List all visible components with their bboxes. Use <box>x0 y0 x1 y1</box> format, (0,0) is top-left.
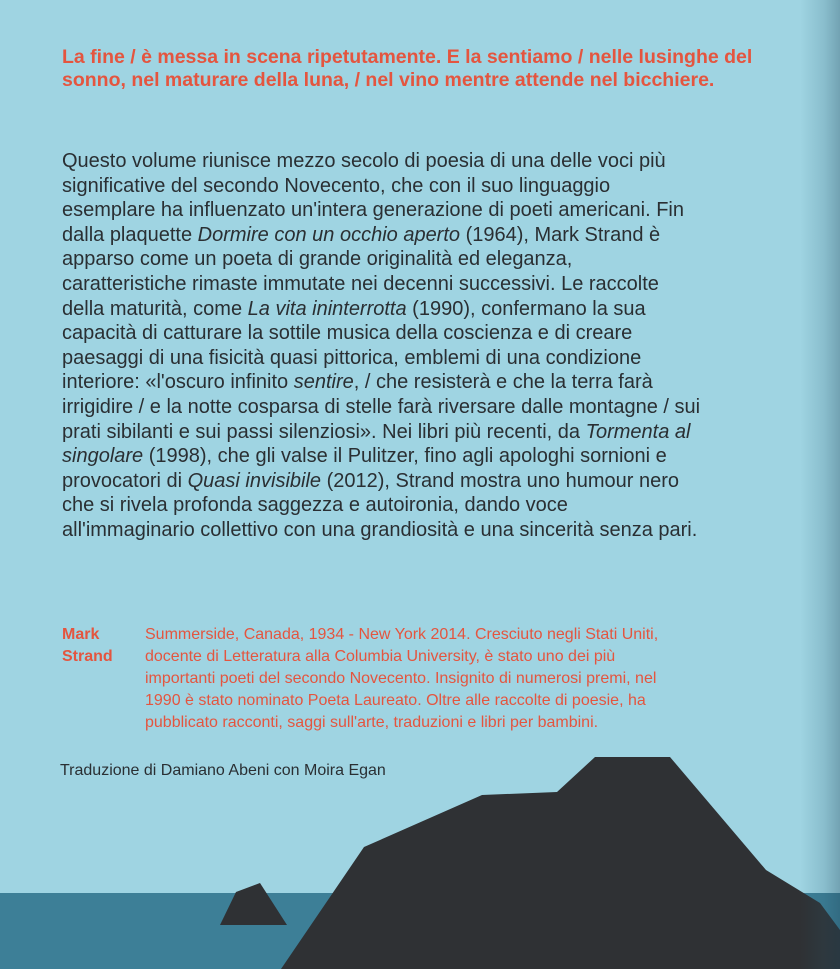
author-bio: Summerside, Canada, 1934 - New York 2014. Cresciuto negli Stati Uniti, docente di Letteratura alla Columbia University, è stato uno dei più importanti poeti del secondo Novecento. Insignito di numerosi premi, nel 1990 è stato nominato Poeta Laureato. Oltre alle raccolte di poesie, ha pubblicato racconti, saggi sull'arte, traduzioni e libri per bambini. <box>145 626 659 731</box>
large-rock <box>281 757 840 969</box>
book-title: Tormenta al singolare <box>62 420 691 468</box>
body-text: (2012), Strand mostra uno humour nero che si rivela profonda saggezza e autoironia, dando voce all'immaginario collettivo con una grandiosità e una sincerità senza pari. <box>62 469 698 541</box>
description-text <box>62 149 702 543</box>
body-text: Questo volume riunisce mezzo secolo di poesia di una delle voci più significative del secondo Novecento, che con il suo linguaggio esemplare ha influenzato un'intera generazione di poeti americani. Fin dalla plaquette <box>62 150 684 246</box>
body-text: (1964), Mark Strand è apparso come un poeta di grande originalità ed eleganza, caratteristiche rimaste immutate nei decenni successivi. Le raccolte della maturità, come <box>62 223 661 320</box>
author-name: Mark Strand <box>62 626 113 665</box>
book-spine-shadow <box>800 0 840 969</box>
book-title: La vita ininterrotta <box>247 297 407 320</box>
translation-credit: Traduzione di Damiano Abeni con Moira Egan <box>60 762 386 779</box>
book-title: sentire <box>293 371 354 394</box>
body-text: , / che resisterà e che la terra farà irrigidire / e la notte cosparsa di stelle farà riversare dalle montagne / sui prati sibilanti e sui passi silenziosi». Nei libri più recenti, da <box>62 371 701 443</box>
book-title: Dormire con un occhio aperto <box>197 223 461 246</box>
body-text: (1990), confermano la sua capacità di catturare la sottile musica della coscienza e di creare paesaggi di una fisicità quasi pittorica, emblemi di una condizione interiore: «l'oscuro infinito <box>62 297 646 394</box>
book-title: Quasi invisibile <box>187 469 322 492</box>
headline-quote: La fine / è messa in scena ripetutamente. E la sentiamo / nelle lusinghe del sonno, nel maturare della luna, / nel vino mentre attende nel bicchiere. <box>62 46 753 91</box>
body-text: (1998), che gli valse il Pulitzer, fino agli apologhi sornioni e provocatori di <box>62 445 667 492</box>
